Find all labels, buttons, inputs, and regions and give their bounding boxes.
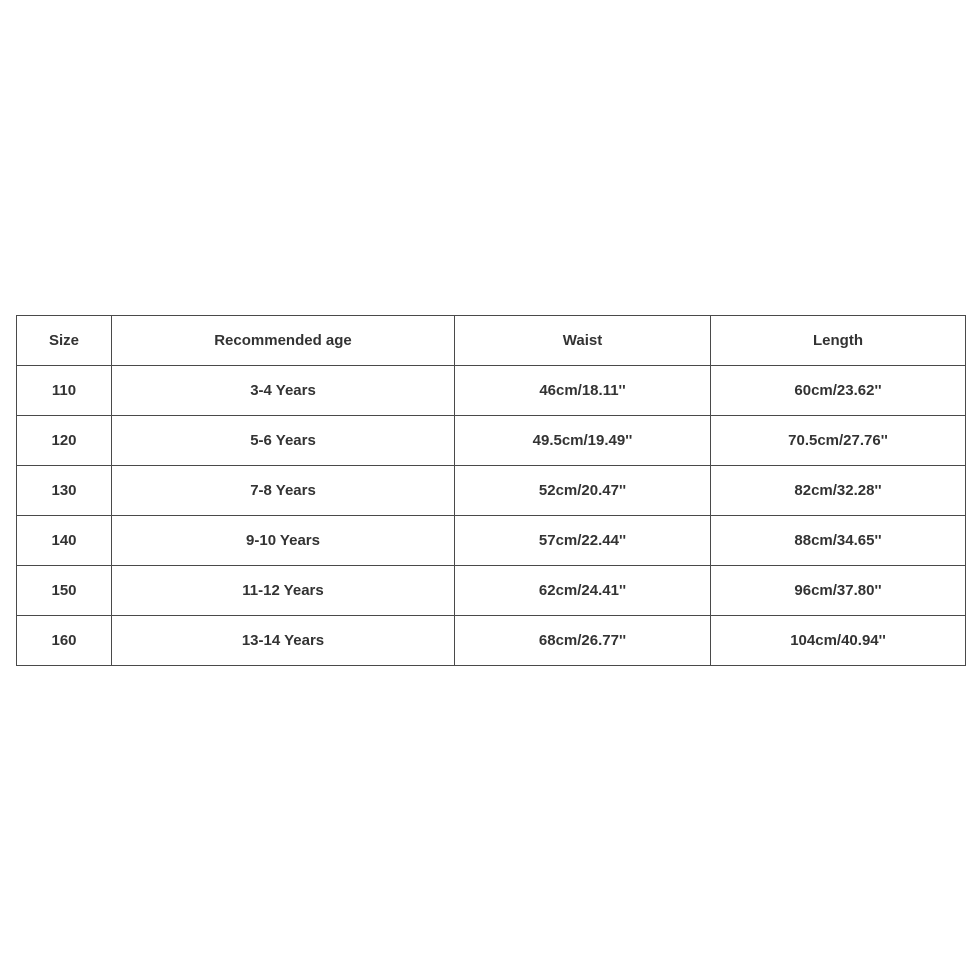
table-row [17, 516, 966, 566]
cell-waist: 46cm/18.11'' [455, 366, 711, 416]
header-waist: Waist [455, 316, 711, 366]
table-header-row [17, 316, 966, 366]
cell-recommended-age: 3-4 Years [112, 366, 455, 416]
header-recommended-age: Recommended age [112, 316, 455, 366]
table-row [17, 366, 966, 416]
cell-recommended-age: 9-10 Years [112, 516, 455, 566]
cell-size: 110 [17, 366, 112, 416]
cell-size: 150 [17, 566, 112, 616]
cell-waist: 57cm/22.44'' [455, 516, 711, 566]
size-chart-table [16, 315, 966, 666]
header-length: Length [711, 316, 966, 366]
cell-recommended-age: 13-14 Years [112, 616, 455, 666]
cell-size: 140 [17, 516, 112, 566]
table-row [17, 466, 966, 516]
cell-recommended-age: 7-8 Years [112, 466, 455, 516]
table-row [17, 566, 966, 616]
cell-size: 120 [17, 416, 112, 466]
cell-length: 88cm/34.65'' [711, 516, 966, 566]
cell-waist: 68cm/26.77'' [455, 616, 711, 666]
cell-waist: 52cm/20.47'' [455, 466, 711, 516]
table-row [17, 416, 966, 466]
cell-length: 70.5cm/27.76'' [711, 416, 966, 466]
cell-length: 60cm/23.62'' [711, 366, 966, 416]
cell-waist: 49.5cm/19.49'' [455, 416, 711, 466]
cell-length: 104cm/40.94'' [711, 616, 966, 666]
cell-size: 130 [17, 466, 112, 516]
cell-waist: 62cm/24.41'' [455, 566, 711, 616]
cell-length: 82cm/32.28'' [711, 466, 966, 516]
cell-recommended-age: 5-6 Years [112, 416, 455, 466]
table-row [17, 616, 966, 666]
cell-length: 96cm/37.80'' [711, 566, 966, 616]
cell-recommended-age: 11-12 Years [112, 566, 455, 616]
header-size: Size [17, 316, 112, 366]
cell-size: 160 [17, 616, 112, 666]
